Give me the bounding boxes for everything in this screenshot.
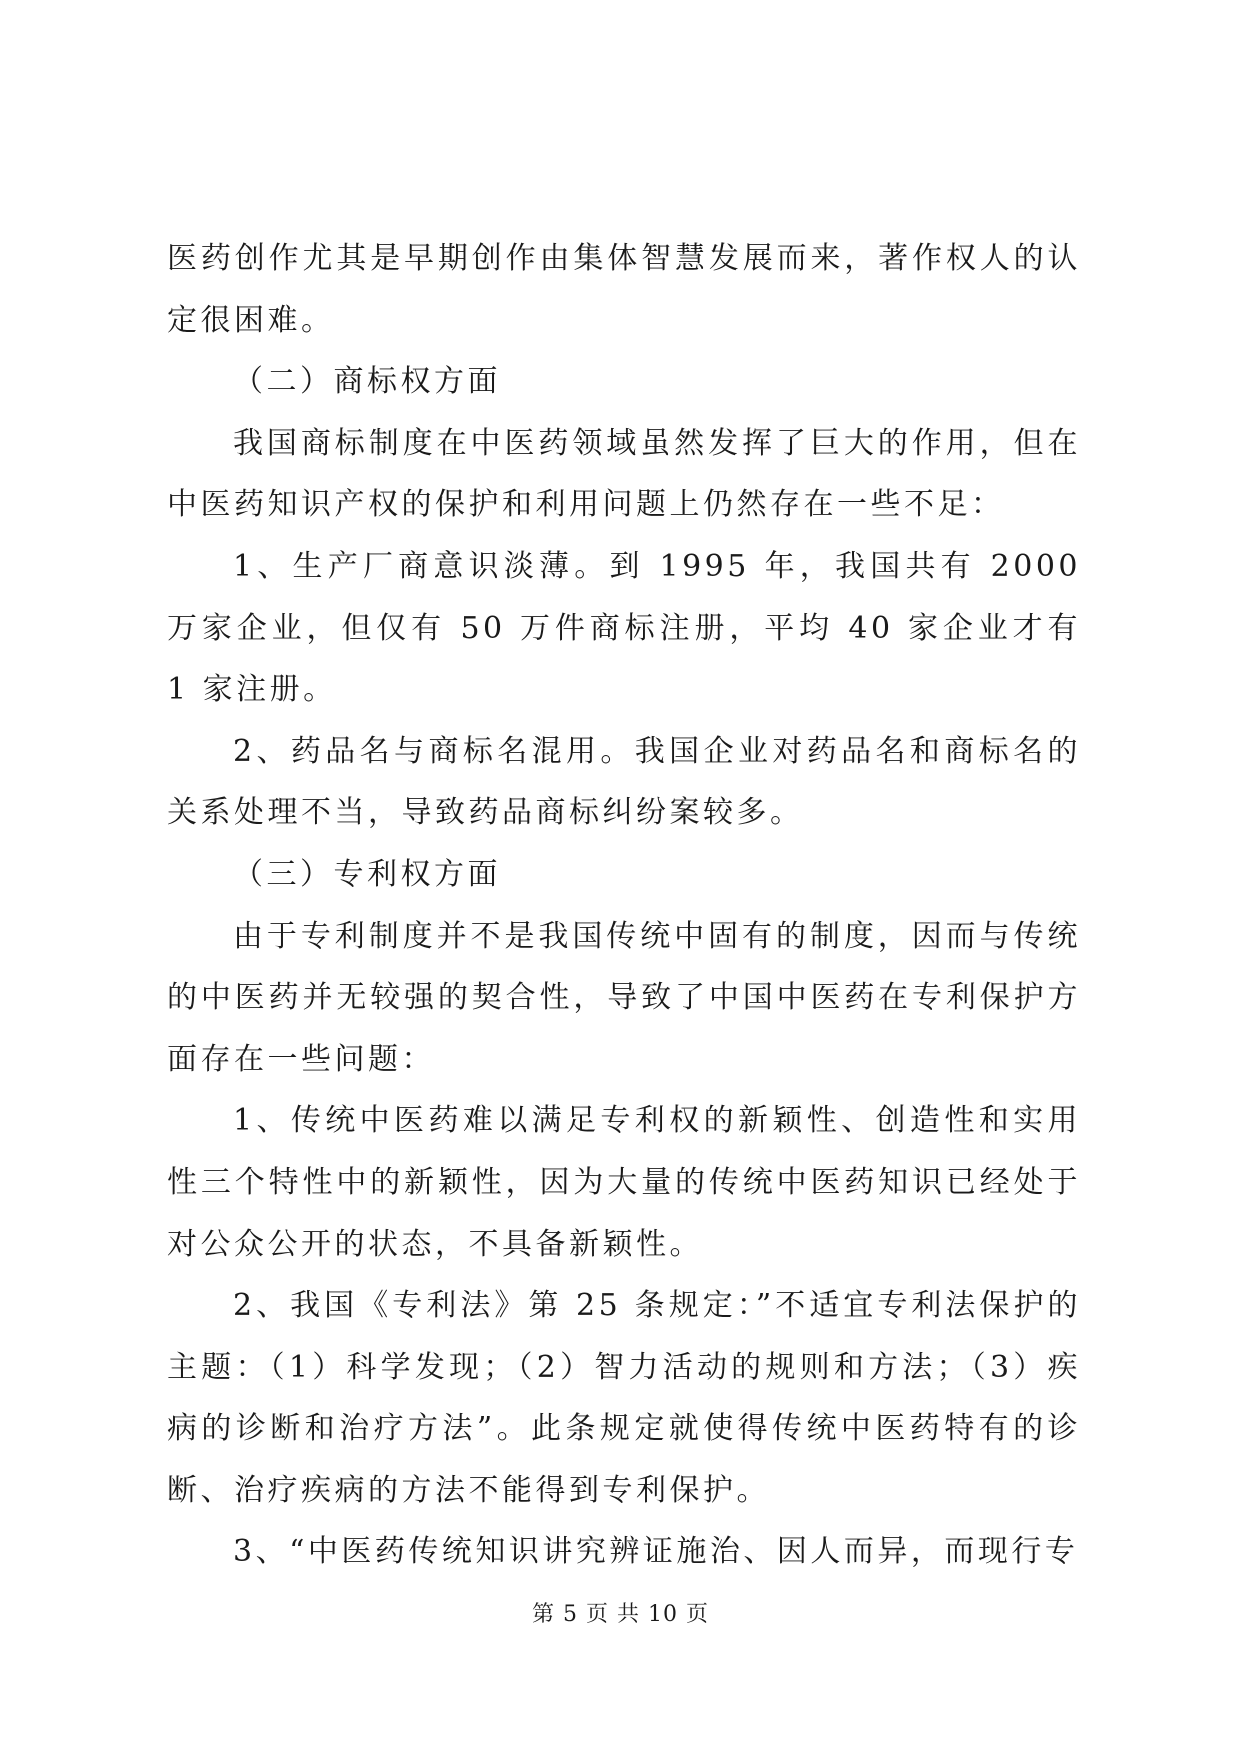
paragraph-patent-intro: 由于专利制度并不是我国传统中固有的制度，因而与传统的中医药并无较强的契合性，导致了中国中医药在专利保护方面存在一些问题： — [167, 918, 1081, 1077]
paragraph-trademark-point-2: 2、药品名与商标名混用。我国企业对药品名和商标名的关系处理不当，导致药品商标纠纷案较多。 — [167, 733, 1081, 831]
paragraph-trademark-intro: 我国商标制度在中医药领域虽然发挥了巨大的作用，但在中医药知识产权的保护和利用问题上仍然存在一些不足： — [167, 425, 1081, 523]
section-heading-trademark: （二）商标权方面 — [233, 364, 501, 400]
paragraph-trademark-point-1: 1、生产厂商意识淡薄。到 1995 年，我国共有 2000 万家企业，但仅有 50 万件商标注册，平均 40 家企业才有 1 家注册。 — [167, 548, 1081, 708]
paragraph-patent-point-3: 3、“中医药传统知识讲究辨证施治、因人而异，而现行专 — [233, 1534, 1079, 1570]
paragraph-patent-point-2: 2、我国《专利法》第 25 条规定：”不适宜专利法保护的主题：（1）科学发现；（2）智力活动的规则和方法；（3）疾病的诊断和治疗方法”。此条规定就使得传统中医药特有的诊断、治疗疾病的方法不能得到专利保护。 — [167, 1288, 1081, 1508]
page-number-footer: 第 5 页 共 10 页 — [532, 1602, 709, 1627]
paragraph-patent-point-1: 1、传统中医药难以满足专利权的新颖性、创造性和实用性三个特性中的新颖性，因为大量的传统中医药知识已经处于对公众公开的状态，不具备新颖性。 — [167, 1103, 1081, 1262]
paragraph-continuation: 医药创作尤其是早期创作由集体智慧发展而来，著作权人的认定很困难。 — [167, 241, 1081, 338]
section-heading-patent: （三）专利权方面 — [233, 856, 501, 892]
document-body — [167, 228, 1081, 1583]
